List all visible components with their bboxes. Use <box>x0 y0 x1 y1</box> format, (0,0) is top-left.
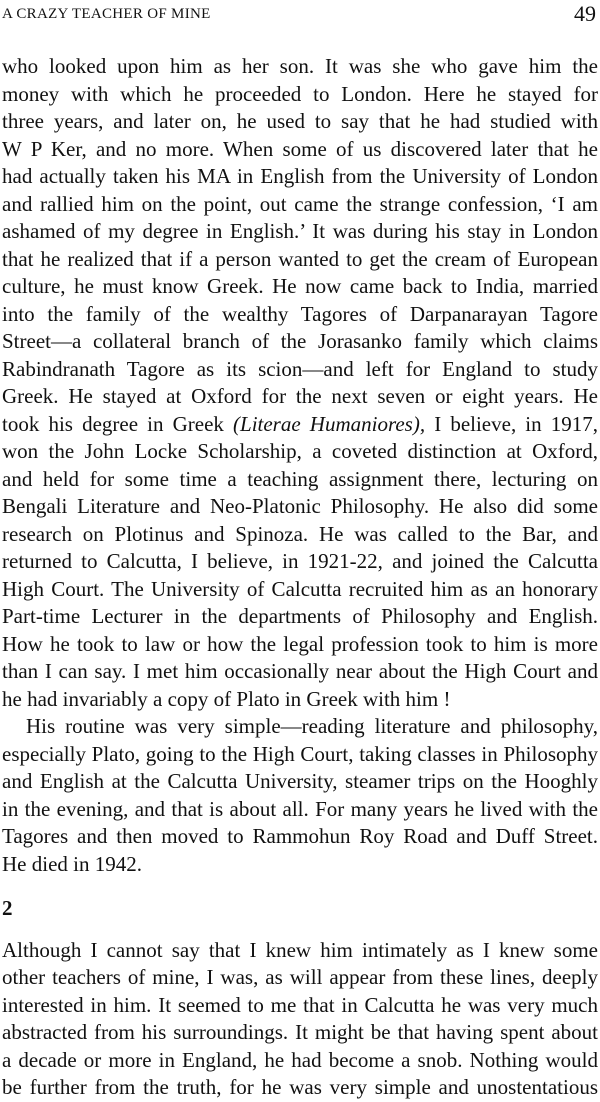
paragraph-1 <box>2 53 598 713</box>
text-line: Street—a collateral branch of the Jorasanko family which claims <box>2 329 598 353</box>
text-line: into the family of the wealthy Tagores of Darpanarayan Tagore <box>2 301 598 326</box>
text-line: and held for some time a teaching assignment there, lecturing on <box>2 466 598 491</box>
text-line: especially Plato, going to the High Court, taking classes in Philosophy <box>2 741 598 766</box>
text-line: a decade or more in England, he had become a snob. Nothing would <box>2 1047 598 1072</box>
text-line: He died in 1942. <box>2 851 142 876</box>
paragraph-3 <box>2 937 598 1102</box>
text-line: High Court. The University of Calcutta recruited him as an honorary <box>2 576 598 601</box>
text-line: than I can say. I met him occasionally near about the High Court and <box>2 659 598 683</box>
text-line: and English at the Calcutta University, steamer trips on the Hooghly <box>2 769 598 793</box>
text-line: that he realized that if a person wanted to get the cream of European <box>2 246 598 271</box>
text-line: How he took to law or how the legal profession took to him is more <box>2 631 598 656</box>
body-text <box>2 53 598 1102</box>
text-line: three years, and later on, he used to say that he had studied with <box>2 109 598 133</box>
text-line: be further from the truth, for he was very simple and unostentatious <box>2 1075 598 1099</box>
paragraph-2 <box>2 713 598 878</box>
text-line: money with which he proceeded to London. Here he stayed for <box>2 81 598 106</box>
text-line: won the John Locke Scholarship, a coveted distinction at Oxford, <box>2 439 598 463</box>
running-head: A CRAZY TEACHER OF MINE <box>2 6 211 22</box>
text-segment: I believe, in 1917, <box>425 411 599 436</box>
text-line: he had invariably a copy of Plato in Greek with him ! <box>2 686 451 711</box>
text-line: Greek. He stayed at Oxford for the next seven or eight years. He <box>2 384 598 408</box>
text-line: culture, he must know Greek. He now came back to India, married <box>2 274 598 298</box>
text-segment: took his degree in Greek <box>2 411 234 436</box>
page-number: 49 <box>574 1 596 26</box>
italic-phrase: (Literae Humaniores), <box>233 411 426 436</box>
text-line: and rallied him on the point, out came the strange confession, ‘I am <box>2 191 598 216</box>
page-header <box>0 0 600 34</box>
text-line: returned to Calcutta, I believe, in 1921-22, and joined the Calcutta <box>2 549 598 573</box>
text-line: Although I cannot say that I knew him intimately as I knew some <box>2 937 598 962</box>
text-line-with-italic <box>2 411 598 439</box>
text-line: W P Ker, and no more. When some of us discovered later that he <box>2 136 598 161</box>
text-line: research on Plotinus and Spinoza. He was called to the Bar, and <box>2 521 598 546</box>
text-line: His routine was very simple—reading literature and philosophy, <box>26 714 598 738</box>
text-line: Tagores and then moved to Rammohun Roy Road and Duff Street. <box>2 824 598 848</box>
text-line: who looked upon him as her son. It was she who gave him the <box>2 54 598 78</box>
text-line: Part-time Lecturer in the departments of Philosophy and English. <box>2 604 598 628</box>
text-line: Rabindranath Tagore as its scion—and left for England to study <box>2 356 598 381</box>
text-line: Bengali Literature and Neo-Platonic Philosophy. He also did some <box>2 494 598 518</box>
text-line: interested in him. It seemed to me that in Calcutta he was very much <box>2 992 598 1017</box>
text-line: other teachers of mine, I was, as will appear from these lines, deeply <box>2 965 598 989</box>
text-line: had actually taken his MA in English from the University of London <box>2 164 598 188</box>
section-number: 2 <box>2 896 13 920</box>
text-line: abstracted from his surroundings. It might be that having spent about <box>2 1020 598 1044</box>
text-line: in the evening, and that is about all. For many years he lived with the <box>2 796 598 821</box>
text-line: ashamed of my degree in English.’ It was during his stay in London <box>2 219 598 243</box>
